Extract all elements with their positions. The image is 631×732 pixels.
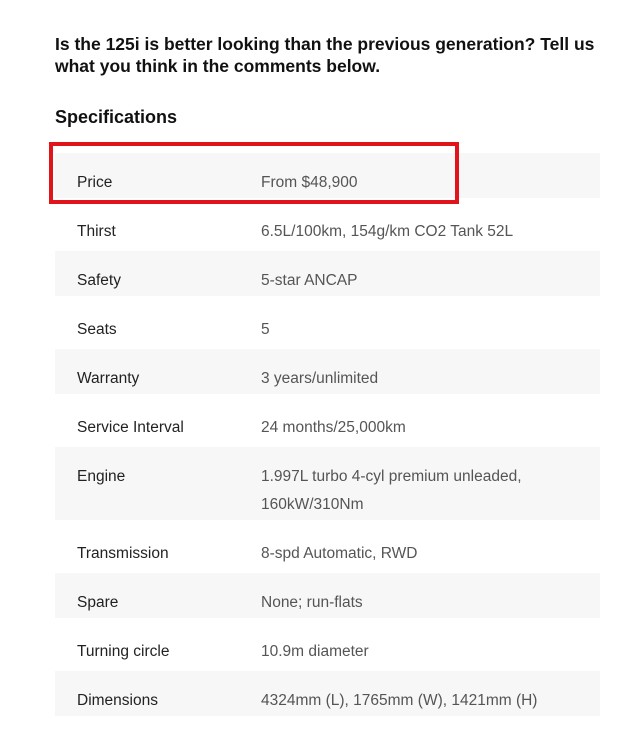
spec-row-seats [55, 298, 600, 347]
spec-row-warranty [55, 347, 600, 396]
spec-value: None; run-flats [260, 571, 600, 620]
spec-row-engine [55, 445, 600, 522]
spec-row-safety [55, 249, 600, 298]
spec-value: 1.997L turbo 4-cyl premium unleaded, 160kW/310Nm [260, 445, 600, 522]
spec-row-spare [55, 571, 600, 620]
spec-value: 5-star ANCAP [260, 249, 600, 298]
spec-value: 6.5L/100km, 154g/km CO2 Tank 52L [260, 200, 600, 249]
spec-label: Seats [55, 298, 260, 347]
intro-paragraph: Is the 125i is better looking than the previous generation? Tell us what you think in the comments below. [55, 33, 595, 76]
spec-label: Dimensions [55, 669, 260, 718]
spec-value: 3 years/unlimited [260, 347, 600, 396]
spec-row-thirst [55, 200, 600, 249]
spec-label: Warranty [55, 347, 260, 396]
spec-label: Thirst [55, 200, 260, 249]
spec-row-price [55, 153, 600, 200]
spec-label: Price [55, 153, 260, 200]
spec-value: 5 [260, 298, 600, 347]
spec-row-dimensions [55, 669, 600, 718]
spec-value: 8-spd Automatic, RWD [260, 522, 600, 571]
spec-row-service-interval [55, 396, 600, 445]
spec-label: Safety [55, 249, 260, 298]
spec-value: 4324mm (L), 1765mm (W), 1421mm (H) [260, 669, 600, 718]
spec-row-transmission [55, 522, 600, 571]
spec-value: From $48,900 [260, 153, 600, 200]
specifications-table [55, 153, 600, 720]
spec-row-turning-circle [55, 620, 600, 669]
spec-label: Service Interval [55, 396, 260, 445]
spec-value: 10.9m diameter [260, 620, 600, 669]
spec-label: Transmission [55, 522, 260, 571]
spec-label: Engine [55, 445, 260, 522]
spec-value: 24 months/25,000km [260, 396, 600, 445]
spec-label: Turning circle [55, 620, 260, 669]
specifications-heading: Specifications [55, 107, 178, 127]
spec-label: Spare [55, 571, 260, 620]
